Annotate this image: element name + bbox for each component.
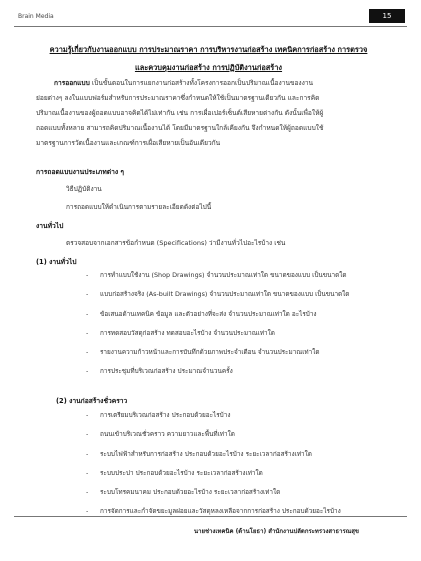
footer-divider (14, 516, 407, 517)
list-item: - ระบบประปา ประกอบด้วยอะไรบ้าง ระยะเวลาก่อสร้างเท่าใด (86, 464, 341, 483)
general-intro: ตรวจสอบจากเอกสารข้อกำหนด (Specifications) ว่ามีงานทั่วไปอะไรบ้าง เช่น (66, 239, 286, 247)
design-line-1-text: เป็นขั้นตอนในการแยกงานก่อสร้างทั้งโครงการออกเป็นปริมาณเนื้องานของงาน (89, 79, 314, 87)
list-item: - รายงานความก้าวหน้าและการบันทึกด้วยภาพประจำเดือน จำนวนประมาณเท่าใด (86, 343, 349, 362)
design-line-1 (36, 76, 390, 91)
page-title-line-1: ความรู้เกี่ยวกับงานออกแบบ การประมาณราคา การบริหารงานก่อสร้าง เทคนิคการก่อสร้าง การตรวจ (49, 45, 368, 54)
list-item: - ข้อเสนอด้านเทคนิค ข้อมูล และตัวอย่างที่จะส่ง จำนวนประมาณเท่าใด อะไรบ้าง (86, 305, 349, 324)
list-item: - การเตรียมบริเวณก่อสร้าง ประกอบด้วยอะไรบ้าง (86, 406, 341, 425)
list-item: - การทดสอบวัสดุก่อสร้าง ทดสอบอะไรบ้าง จำนวนประมาณเท่าใด (86, 324, 349, 343)
list-item: - ระบบโทรคมนาคม ประกอบด้วยอะไรบ้าง ระยะเวลาก่อสร้างเท่าใด (86, 483, 341, 502)
header-brand: Brain Media (18, 13, 54, 20)
page-number: 15 (369, 9, 405, 23)
page-title-line-2: และควบคุมงานก่อสร้าง การปฏิบัติงานก่อสร้าง (134, 63, 283, 72)
design-line-4: ถอดแบบทั้งหลาย สามารถคิดปริมาณเนื้องานได้ โดยมีมาตรฐานใกล้เคียงกัน จึงกำหนดให้ผู้ถอดแบบใช้ (36, 124, 324, 132)
sub2-heading: (2) งานก่อสร้างชั่วคราว (56, 397, 128, 405)
header-divider (14, 26, 407, 27)
design-line-3: ปริมาณเนื้องานของผู้ถอดแบบอาจคิดได้ไม่เท่ากัน เช่น การเผื่อเปอร์เซ็นต์เสียหายต่างกัน ดังนั้นเพื่อให้ผู้ (36, 109, 324, 117)
list-item: - แบบก่อสร้างจริง (As-built Drawings) จำนวนประมาณเท่าใด ขนาดของแบบ เป็นขนาดใด (86, 285, 349, 304)
design-line-2: ย่อยต่างๆ ลงในแบบฟอร์มสำหรับการประมาณราคาซึ่งกำหนดให้ใช้เป็นมาตรฐานเดียวกัน และการคิด (36, 94, 320, 102)
sub2-list (86, 406, 341, 522)
method-item: การถอดแบบให้ดำเนินการตามรายละเอียดดังต่อไปนี้ (66, 203, 212, 211)
method-item: วิธีปฏิบัติงาน (66, 185, 102, 193)
design-line-5: มาตรฐานการวัดเนื้องานและเกณฑ์การเผื่อเสียหายเป็นอันเดียวกัน (36, 139, 221, 147)
method-heading: การถอดแบบงานประเภทต่าง ๆ (36, 168, 125, 176)
design-paragraph (36, 76, 390, 151)
design-term: การออกแบบ (54, 79, 90, 87)
list-item: - ถนนเข้าบริเวณชั่วคราว ความยาวและพื้นที่เท่าใด (86, 425, 341, 444)
general-heading: งานทั่วไป (36, 222, 64, 230)
footer-text: นายช่างเทคนิค (ด้านโยธา) สำนักงานปลัดกระทรวงสาธารณสุข (193, 528, 359, 535)
list-item: - การทำแบบใช้งาน (Shop Drawings) จำนวนประมาณเท่าใด ขนาดของแบบ เป็นขนาดใด (86, 266, 349, 285)
list-item: - การจัดการและกำจัดขยะมูลฝอยและวัสดุหลงเหลือจากการก่อสร้าง ประกอบด้วยอะไรบ้าง (86, 502, 341, 521)
list-item: - ระบบไฟฟ้าสำหรับการก่อสร้าง ประกอบด้วยอะไรบ้าง ระยะเวลาก่อสร้างเท่าใด (86, 445, 341, 464)
sub1-heading: (1) งานทั่วไป (36, 258, 77, 266)
sub1-list (86, 266, 349, 382)
list-item: - การประชุมที่บริเวณก่อสร้าง ประมาณจำนวนครั้ง (86, 362, 349, 381)
